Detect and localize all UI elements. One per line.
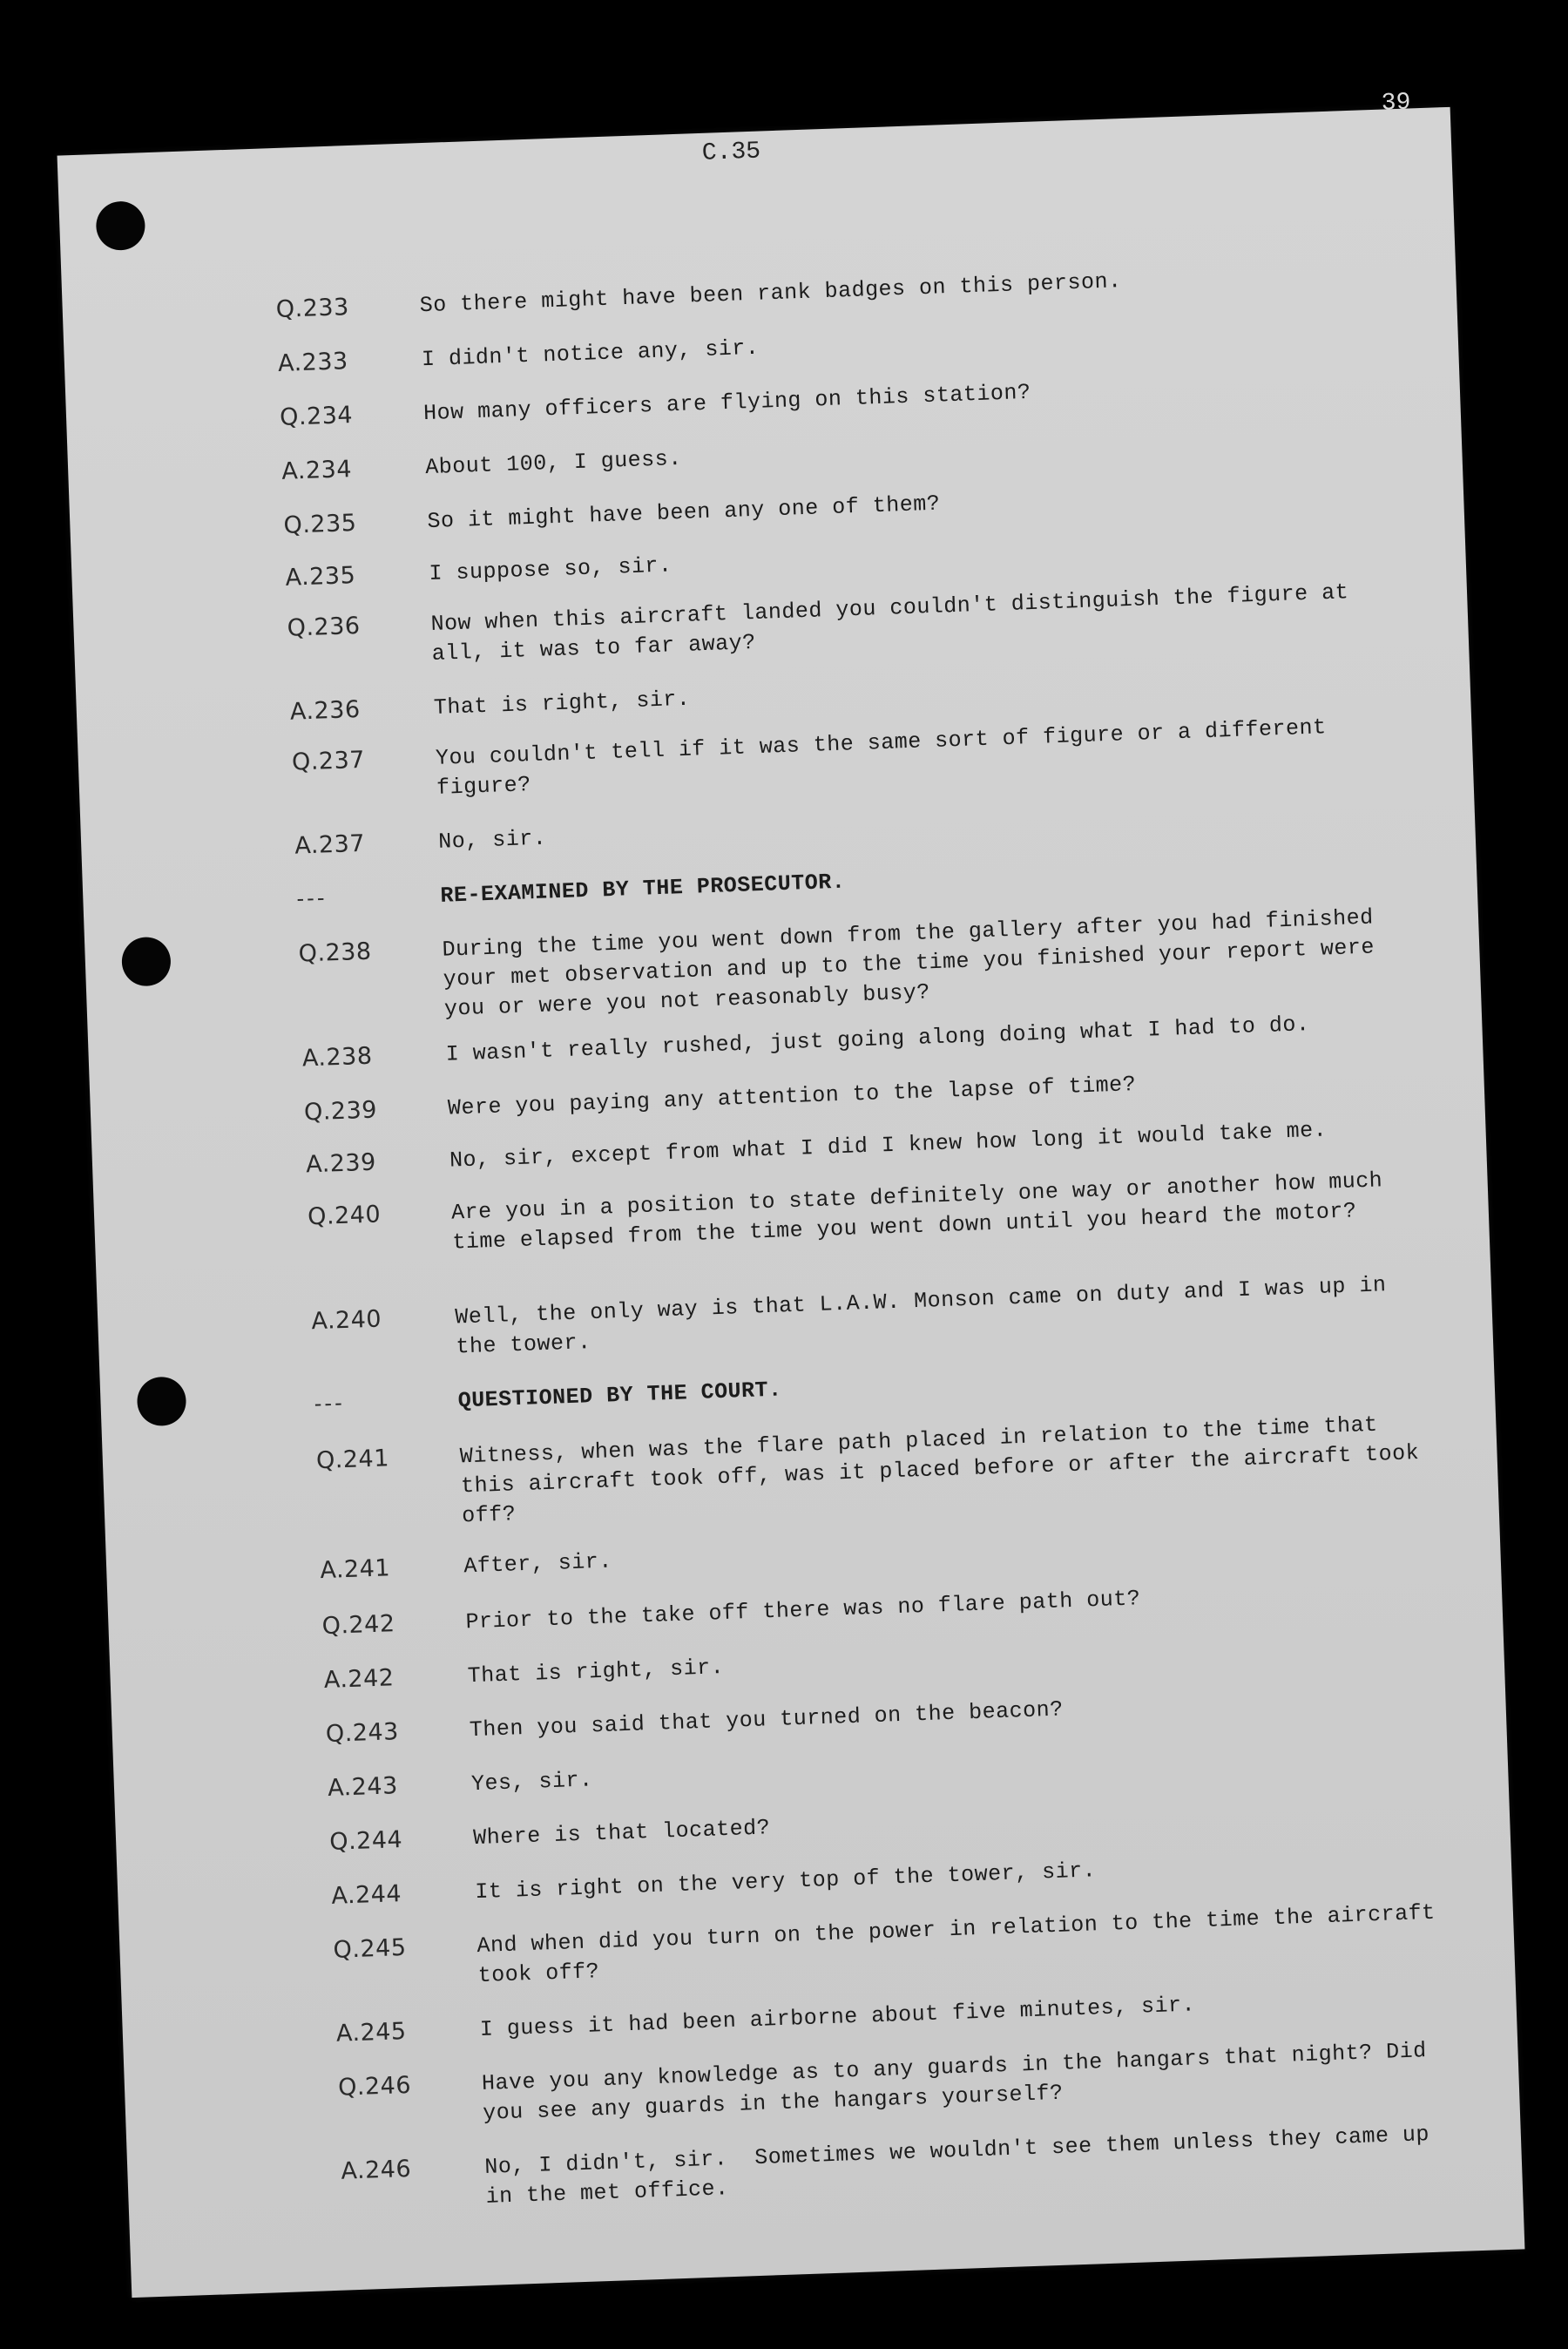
page-number: 39	[1381, 89, 1411, 118]
entry-text: Witness, when was the flare path placed in relation to the time that this aircraft took off, was it placed before or after the aircraft took off?	[459, 1411, 1434, 1529]
entry-label: A.241	[319, 1554, 391, 1585]
entry-text: No, I didn't, sir. Sometimes we wouldn't see them unless they came up in the met office.	[483, 2121, 1443, 2210]
transcript-entry	[73, 574, 1466, 667]
entry-label: A.245	[335, 2017, 408, 2048]
entry-label: A.243	[327, 1772, 399, 1802]
transcript-entry	[92, 1110, 1485, 1179]
transcript-entry	[118, 1842, 1511, 1910]
punch-hole	[95, 200, 145, 251]
entry-label: Q.244	[328, 1826, 403, 1856]
entry-text: Have you any knowledge as to any guards in the hangars that night? Did you see any guards in the hangars yourself?	[481, 2037, 1441, 2126]
entry-text: I didn't notice any, sir.	[421, 335, 760, 373]
transcript-entry	[116, 1788, 1509, 1856]
entry-text: After, sir.	[463, 1548, 613, 1580]
transcript-entry	[84, 899, 1477, 1022]
entry-text: I guess it had been airborne about five minutes, sir.	[479, 1992, 1196, 2043]
entry-text: Are you in a position to state definitely one way or another how much time elapsed from the time you went down until you heard the motor?	[450, 1167, 1397, 1256]
entry-label: Q.240	[307, 1201, 382, 1231]
entry-text: So it might have been any one of them?	[426, 491, 941, 535]
section-heading	[100, 1351, 1493, 1417]
transcript-entry	[77, 657, 1470, 726]
entry-label: Q.243	[325, 1718, 400, 1748]
entry-label: A.246	[340, 2155, 412, 2185]
transcript-entry	[66, 363, 1459, 431]
entry-text: Prior to the take off there was no flare path out?	[465, 1586, 1141, 1635]
entry-label: ---	[296, 885, 328, 911]
entry-text: It is right on the very top of the tower, sir.	[474, 1858, 1097, 1906]
entry-label: Q.235	[282, 509, 357, 539]
entry-label: A.233	[277, 348, 349, 377]
entry-text: No, sir.	[437, 825, 547, 855]
entry-label: Q.246	[337, 2071, 412, 2102]
entry-label: Q.239	[303, 1096, 378, 1127]
entry-text: Now when this aircraft landed you couldn't distinguish the figure at all, it was to far away?	[430, 579, 1363, 667]
entry-label: A.239	[305, 1148, 377, 1179]
entry-label: Q.242	[321, 1610, 396, 1641]
entry-text: And when did you turn on the power in relation to the time the aircraft took off?	[476, 1899, 1450, 1989]
transcript-entry	[110, 1626, 1503, 1695]
entry-text: No, sir, except from what I did I knew how long it would take me.	[449, 1117, 1328, 1174]
transcript-entry	[103, 1406, 1496, 1529]
transcript-entry	[78, 707, 1471, 801]
punch-hole	[137, 1376, 187, 1426]
section-title: RE-EXAMINED BY THE PROSECUTOR.	[439, 869, 846, 909]
entry-label: A.235	[285, 562, 356, 592]
entry-label: A.237	[294, 829, 366, 860]
transcript-entry	[123, 1980, 1516, 2048]
entry-text: So there might have been rank badges on this person.	[419, 268, 1122, 319]
entry-text: I suppose so, sir.	[429, 552, 672, 587]
transcript-entry	[125, 2033, 1517, 2126]
entry-label: ---	[314, 1391, 346, 1417]
entry-label: Q.238	[298, 938, 373, 968]
transcript-entry	[81, 791, 1474, 860]
entry-label: Q.245	[333, 1933, 408, 1964]
entry-label: A.242	[323, 1664, 395, 1695]
entry-label: Q.236	[287, 612, 362, 642]
entry-text: During the time you went down from the gallery after you had finished your met observation and up to the time you finished your report were you or were you not reasonably busy?	[442, 904, 1389, 1022]
transcript-entry	[68, 417, 1461, 485]
entry-text: You couldn't tell if it was the same sort of figure or a different figure?	[435, 714, 1341, 801]
entry-label: Q.241	[315, 1445, 390, 1475]
transcript-entry	[98, 1267, 1490, 1360]
entry-label: A.236	[289, 695, 362, 726]
entry-text: That is right, sir.	[433, 686, 691, 721]
entry-text: Were you paying any attention to the lapse of time?	[447, 1072, 1137, 1121]
entry-text: Yes, sir.	[470, 1767, 594, 1797]
entry-label: A.238	[301, 1042, 374, 1073]
entry-text: Well, the only way is that L.A.W. Monson came on duty and I was up in the tower.	[454, 1271, 1401, 1360]
entry-label: A.240	[310, 1305, 382, 1336]
entry-label: Q.233	[275, 294, 350, 323]
section-title: QUESTIONED BY THE COURT.	[457, 1377, 783, 1414]
document-page	[57, 89, 1525, 2298]
transcript-entry	[62, 255, 1455, 323]
transcript-entry	[108, 1572, 1501, 1641]
transcript-entry	[112, 1680, 1505, 1748]
entry-label: A.244	[330, 1880, 402, 1910]
transcript-entry	[106, 1516, 1499, 1585]
entry-text: About 100, I guess.	[424, 445, 683, 481]
section-heading	[83, 845, 1476, 911]
entry-label: Q.234	[279, 402, 354, 431]
transcript-entry	[70, 471, 1463, 539]
entry-label: A.234	[280, 456, 353, 485]
entry-text: I wasn't really rushed, just going along doing what I had to do.	[445, 1012, 1310, 1067]
entry-label: Q.237	[291, 746, 366, 776]
transcript-entry	[127, 2116, 1520, 2210]
entry-text: Then you said that you turned on the beacon?	[469, 1696, 1064, 1743]
transcript-entry	[94, 1162, 1487, 1256]
entry-text: How many officers are flying on this station?	[422, 379, 1031, 427]
transcript-entry	[91, 1058, 1484, 1127]
transcript-entry	[71, 524, 1464, 592]
transcript-entry	[119, 1896, 1512, 1989]
entry-text: Where is that located?	[472, 1815, 771, 1851]
document-code: C.35	[701, 138, 761, 167]
entry-text: That is right, sir.	[467, 1655, 725, 1689]
transcript-entry	[114, 1734, 1507, 1802]
punch-hole	[121, 937, 172, 987]
transcript-entry	[64, 309, 1457, 377]
